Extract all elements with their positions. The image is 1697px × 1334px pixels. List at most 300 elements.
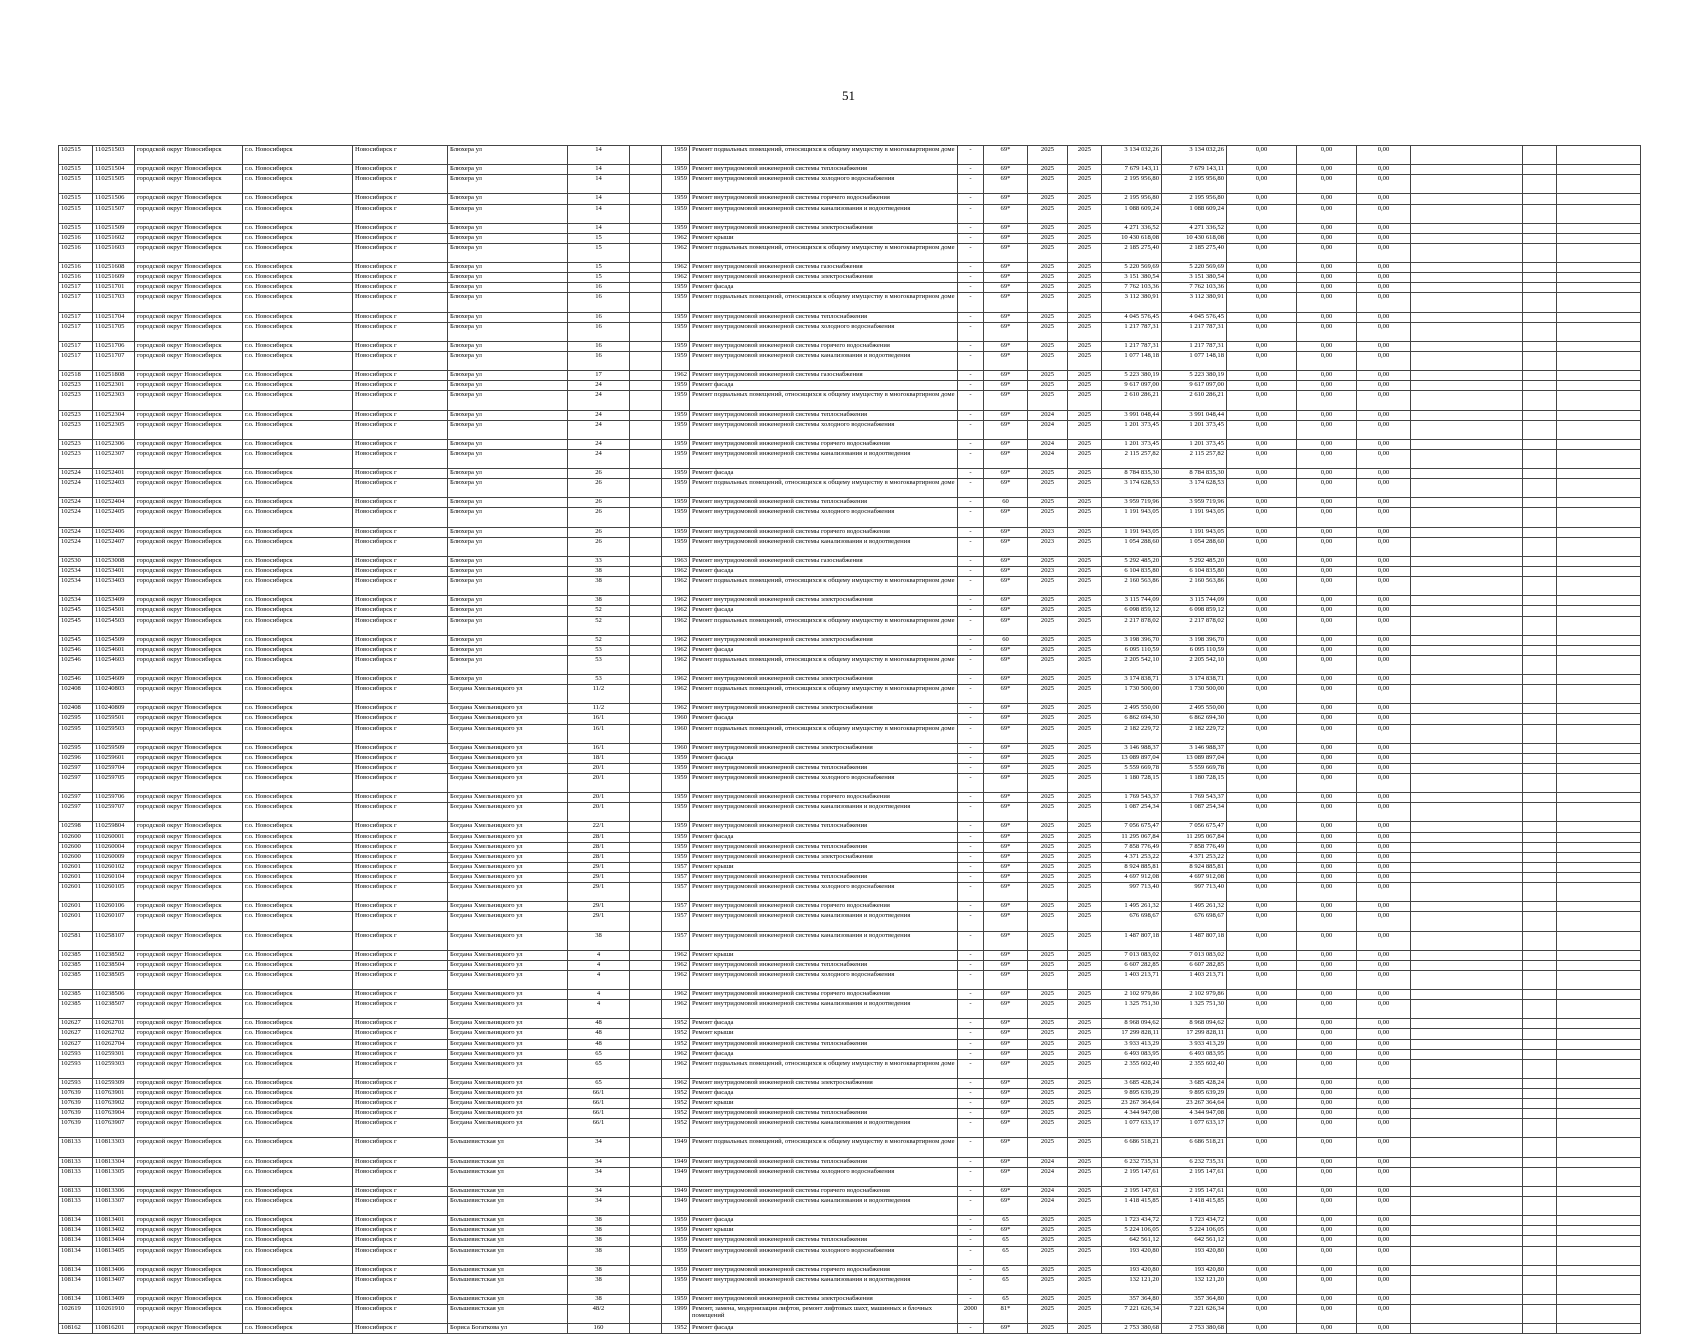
row-street: Большевистская ул bbox=[448, 1236, 568, 1246]
row-code: 110813407 bbox=[93, 1275, 135, 1294]
row-extra1 bbox=[1411, 263, 1523, 273]
row-v2: 0,00 bbox=[1297, 645, 1357, 655]
row-extra2 bbox=[1523, 283, 1557, 293]
row-v1: 0,00 bbox=[1227, 1119, 1297, 1138]
row-p1: 2025 bbox=[1028, 862, 1068, 872]
row-note bbox=[630, 420, 662, 439]
row-v1: 0,00 bbox=[1227, 1157, 1297, 1167]
row-extra1 bbox=[1411, 1099, 1523, 1109]
row-street: Богдана Хмельницкого ул bbox=[448, 822, 568, 832]
row-id: 102595 bbox=[59, 714, 93, 724]
row-v3: 0,00 bbox=[1357, 204, 1411, 223]
row-p1: 2024 bbox=[1028, 439, 1068, 449]
row-unit: - bbox=[958, 675, 984, 685]
row-total: 69* bbox=[984, 1324, 1028, 1334]
row-extra3 bbox=[1557, 822, 1641, 832]
row-cost: 6 104 835,80 bbox=[1162, 567, 1227, 577]
row-extra2 bbox=[1523, 508, 1557, 527]
row-v1: 0,00 bbox=[1227, 479, 1297, 498]
row-settlement: Новосибирск г bbox=[353, 1109, 448, 1119]
row-settlement: Новосибирск г bbox=[353, 704, 448, 714]
row-v1: 0,00 bbox=[1227, 704, 1297, 714]
row-city-district: г.о. Новосибирск bbox=[243, 1000, 353, 1019]
row-v3: 0,00 bbox=[1357, 1059, 1411, 1078]
row-note bbox=[630, 842, 662, 852]
table-row bbox=[59, 469, 1641, 479]
row-extra1 bbox=[1411, 1265, 1523, 1275]
row-street: Богдана Хмельницкого ул bbox=[448, 912, 568, 931]
row-city-district: г.о. Новосибирск bbox=[243, 1099, 353, 1109]
row-work: Ремонт подвальных помещений, относящихся к общему имуществу в многоквартирном доме bbox=[690, 655, 958, 674]
row-cost: 1 054 288,60 bbox=[1162, 537, 1227, 556]
row-id: 102524 bbox=[59, 508, 93, 527]
row-year: 1962 bbox=[662, 635, 690, 645]
row-v2: 0,00 bbox=[1297, 912, 1357, 931]
row-settlement: Новосибирск г bbox=[353, 204, 448, 223]
row-p2: 2025 bbox=[1068, 1294, 1102, 1304]
row-district: городской округ Новосибирск bbox=[135, 842, 243, 852]
row-amount: 1 730 500,00 bbox=[1102, 685, 1162, 704]
row-extra2 bbox=[1523, 724, 1557, 743]
row-p1: 2025 bbox=[1028, 165, 1068, 175]
row-unit: - bbox=[958, 990, 984, 1000]
row-code: 110238505 bbox=[93, 970, 135, 989]
row-street: Блюхера ул bbox=[448, 439, 568, 449]
row-id: 102546 bbox=[59, 645, 93, 655]
row-city-district: г.о. Новосибирск bbox=[243, 704, 353, 714]
row-street: Блюхера ул bbox=[448, 596, 568, 606]
row-street: Блюхера ул bbox=[448, 391, 568, 410]
row-cost: 1 077 148,18 bbox=[1162, 351, 1227, 370]
row-v3: 0,00 bbox=[1357, 743, 1411, 753]
row-total: 69* bbox=[984, 704, 1028, 714]
row-v3: 0,00 bbox=[1357, 508, 1411, 527]
row-extra1 bbox=[1411, 793, 1523, 803]
row-amount: 9 617 097,00 bbox=[1102, 381, 1162, 391]
row-district: городской округ Новосибирск bbox=[135, 263, 243, 273]
row-v1: 0,00 bbox=[1227, 469, 1297, 479]
row-extra3 bbox=[1557, 675, 1641, 685]
row-cost: 6 493 083,95 bbox=[1162, 1049, 1227, 1059]
row-work: Ремонт внутридомовой инженерной системы электроснабжения bbox=[690, 596, 958, 606]
row-city-district: г.о. Новосибирск bbox=[243, 1039, 353, 1049]
row-v1: 0,00 bbox=[1227, 371, 1297, 381]
row-amount: 4 371 253,22 bbox=[1102, 852, 1162, 862]
row-extra1 bbox=[1411, 616, 1523, 635]
row-v1: 0,00 bbox=[1227, 616, 1297, 635]
row-v3: 0,00 bbox=[1357, 950, 1411, 960]
row-p1: 2023 bbox=[1028, 527, 1068, 537]
row-year: 1959 bbox=[662, 1294, 690, 1304]
row-street: Блюхера ул bbox=[448, 469, 568, 479]
row-unit: - bbox=[958, 527, 984, 537]
row-house: 17 bbox=[568, 371, 630, 381]
row-year: 1952 bbox=[662, 1099, 690, 1109]
row-v1: 0,00 bbox=[1227, 1275, 1297, 1294]
row-year: 1959 bbox=[662, 381, 690, 391]
row-note bbox=[630, 862, 662, 872]
row-street: Богдана Хмельницкого ул bbox=[448, 743, 568, 753]
row-extra2 bbox=[1523, 410, 1557, 420]
row-district: городской округ Новосибирск bbox=[135, 704, 243, 714]
row-extra3 bbox=[1557, 685, 1641, 704]
row-street: Богдана Хмельницкого ул bbox=[448, 852, 568, 862]
row-code: 110238507 bbox=[93, 1000, 135, 1019]
row-p1: 2025 bbox=[1028, 832, 1068, 842]
row-unit: - bbox=[958, 902, 984, 912]
row-city-district: г.о. Новосибирск bbox=[243, 469, 353, 479]
row-v2: 0,00 bbox=[1297, 990, 1357, 1000]
row-city-district: г.о. Новосибирск bbox=[243, 233, 353, 243]
row-extra1 bbox=[1411, 763, 1523, 773]
row-cost: 6 686 518,21 bbox=[1162, 1138, 1227, 1157]
row-unit: - bbox=[958, 1275, 984, 1294]
row-district: городской округ Новосибирск bbox=[135, 675, 243, 685]
row-extra1 bbox=[1411, 381, 1523, 391]
row-district: городской округ Новосибирск bbox=[135, 1039, 243, 1049]
row-v1: 0,00 bbox=[1227, 743, 1297, 753]
row-extra2 bbox=[1523, 902, 1557, 912]
row-v2: 0,00 bbox=[1297, 223, 1357, 233]
row-p2: 2025 bbox=[1068, 351, 1102, 370]
row-v1: 0,00 bbox=[1227, 1109, 1297, 1119]
row-district: городской округ Новосибирск bbox=[135, 283, 243, 293]
row-p2: 2025 bbox=[1068, 175, 1102, 194]
row-work: Ремонт внутридомовой инженерной системы холодного водоснабжения bbox=[690, 1246, 958, 1265]
row-work: Ремонт внутридомовой инженерной системы канализования и водоотведения bbox=[690, 1119, 958, 1138]
row-code: 110763904 bbox=[93, 1109, 135, 1119]
row-id: 102515 bbox=[59, 204, 93, 223]
row-city-district: г.о. Новосибирск bbox=[243, 842, 353, 852]
row-code: 110260001 bbox=[93, 832, 135, 842]
row-extra1 bbox=[1411, 1246, 1523, 1265]
row-note bbox=[630, 1265, 662, 1275]
row-total: 69* bbox=[984, 537, 1028, 556]
row-unit: - bbox=[958, 714, 984, 724]
row-note bbox=[630, 852, 662, 862]
row-v1: 0,00 bbox=[1227, 283, 1297, 293]
row-v2: 0,00 bbox=[1297, 1099, 1357, 1109]
row-city-district: г.о. Новосибирск bbox=[243, 1236, 353, 1246]
row-cost: 3 959 719,96 bbox=[1162, 498, 1227, 508]
row-settlement: Новосибирск г bbox=[353, 655, 448, 674]
row-extra1 bbox=[1411, 1324, 1523, 1334]
row-city-district: г.о. Новосибирск bbox=[243, 1275, 353, 1294]
row-work: Ремонт внутридомовой инженерной системы горячего водоснабжения bbox=[690, 341, 958, 351]
row-street: Блюхера ул bbox=[448, 351, 568, 370]
row-extra2 bbox=[1523, 990, 1557, 1000]
row-settlement: Новосибирск г bbox=[353, 273, 448, 283]
table-row bbox=[59, 293, 1641, 312]
row-district: городской округ Новосибирск bbox=[135, 1167, 243, 1186]
row-year: 1962 bbox=[662, 1059, 690, 1078]
row-extra3 bbox=[1557, 655, 1641, 674]
row-v1: 0,00 bbox=[1227, 1197, 1297, 1216]
row-total: 69* bbox=[984, 439, 1028, 449]
row-v2: 0,00 bbox=[1297, 743, 1357, 753]
row-v3: 0,00 bbox=[1357, 1109, 1411, 1119]
row-p2: 2025 bbox=[1068, 341, 1102, 351]
row-cost: 1 487 807,18 bbox=[1162, 931, 1227, 950]
row-extra1 bbox=[1411, 165, 1523, 175]
row-settlement: Новосибирск г bbox=[353, 537, 448, 556]
row-code: 110260104 bbox=[93, 872, 135, 882]
table-row bbox=[59, 1157, 1641, 1167]
row-year: 1957 bbox=[662, 862, 690, 872]
row-v1: 0,00 bbox=[1227, 527, 1297, 537]
row-cost: 1 769 543,37 bbox=[1162, 793, 1227, 803]
row-year: 1962 bbox=[662, 960, 690, 970]
row-cost: 3 134 032,26 bbox=[1162, 146, 1227, 165]
row-extra1 bbox=[1411, 1089, 1523, 1099]
row-work: Ремонт внутридомовой инженерной системы теплоснабжения bbox=[690, 498, 958, 508]
row-v2: 0,00 bbox=[1297, 931, 1357, 950]
row-work: Ремонт крыши bbox=[690, 233, 958, 243]
table-row bbox=[59, 381, 1641, 391]
row-street: Блюхера ул bbox=[448, 508, 568, 527]
row-city-district: г.о. Новосибирск bbox=[243, 862, 353, 872]
row-district: городской округ Новосибирск bbox=[135, 146, 243, 165]
row-extra3 bbox=[1557, 1324, 1641, 1334]
row-amount: 6 862 694,30 bbox=[1102, 714, 1162, 724]
row-extra3 bbox=[1557, 371, 1641, 381]
row-extra2 bbox=[1523, 1197, 1557, 1216]
row-city-district: г.о. Новосибирск bbox=[243, 685, 353, 704]
row-street: Богдана Хмельницкого ул bbox=[448, 990, 568, 1000]
row-cost: 8 968 094,62 bbox=[1162, 1019, 1227, 1029]
row-v2: 0,00 bbox=[1297, 508, 1357, 527]
row-cost: 6 607 282,85 bbox=[1162, 960, 1227, 970]
row-cost: 4 045 576,45 bbox=[1162, 312, 1227, 322]
row-note bbox=[630, 1197, 662, 1216]
row-city-district: г.о. Новосибирск bbox=[243, 675, 353, 685]
row-unit: - bbox=[958, 596, 984, 606]
row-extra1 bbox=[1411, 420, 1523, 439]
row-amount: 1 191 943,05 bbox=[1102, 527, 1162, 537]
row-v3: 0,00 bbox=[1357, 1029, 1411, 1039]
row-note bbox=[630, 655, 662, 674]
row-settlement: Новосибирск г bbox=[353, 243, 448, 262]
row-unit: - bbox=[958, 469, 984, 479]
table-row bbox=[59, 852, 1641, 862]
row-p2: 2025 bbox=[1068, 527, 1102, 537]
row-id: 102601 bbox=[59, 912, 93, 931]
row-v2: 0,00 bbox=[1297, 1186, 1357, 1196]
table-row bbox=[59, 1059, 1641, 1078]
row-street: Блюхера ул bbox=[448, 675, 568, 685]
row-v1: 0,00 bbox=[1227, 596, 1297, 606]
row-work: Ремонт внутридомовой инженерной системы теплоснабжения bbox=[690, 1109, 958, 1119]
row-extra2 bbox=[1523, 774, 1557, 793]
row-v3: 0,00 bbox=[1357, 1324, 1411, 1334]
row-cost: 11 295 067,84 bbox=[1162, 832, 1227, 842]
table-row bbox=[59, 508, 1641, 527]
row-street: Блюхера ул bbox=[448, 283, 568, 293]
row-extra2 bbox=[1523, 1099, 1557, 1109]
row-v2: 0,00 bbox=[1297, 273, 1357, 283]
row-total: 69* bbox=[984, 175, 1028, 194]
row-work: Ремонт внутридомовой инженерной системы теплоснабжения bbox=[690, 842, 958, 852]
table-row bbox=[59, 1275, 1641, 1294]
row-street: Богдана Хмельницкого ул bbox=[448, 1119, 568, 1138]
row-p1: 2025 bbox=[1028, 1265, 1068, 1275]
row-settlement: Новосибирск г bbox=[353, 410, 448, 420]
row-p1: 2025 bbox=[1028, 655, 1068, 674]
row-extra3 bbox=[1557, 852, 1641, 862]
table-row bbox=[59, 312, 1641, 322]
row-cost: 6 232 735,31 bbox=[1162, 1157, 1227, 1167]
row-cost: 3 151 380,54 bbox=[1162, 273, 1227, 283]
row-v3: 0,00 bbox=[1357, 616, 1411, 635]
row-extra3 bbox=[1557, 1197, 1641, 1216]
row-cost: 1 723 434,72 bbox=[1162, 1216, 1227, 1226]
row-district: городской округ Новосибирск bbox=[135, 1029, 243, 1039]
row-total: 69* bbox=[984, 1039, 1028, 1049]
row-extra2 bbox=[1523, 391, 1557, 410]
row-amount: 6 686 518,21 bbox=[1102, 1138, 1162, 1157]
row-settlement: Новосибирск г bbox=[353, 1294, 448, 1304]
row-amount: 997 713,40 bbox=[1102, 883, 1162, 902]
row-work: Ремонт внутридомовой инженерной системы горячего водоснабжения bbox=[690, 527, 958, 537]
row-p2: 2025 bbox=[1068, 655, 1102, 674]
row-extra2 bbox=[1523, 704, 1557, 714]
row-note bbox=[630, 960, 662, 970]
row-amount: 1 325 751,30 bbox=[1102, 1000, 1162, 1019]
table-row bbox=[59, 842, 1641, 852]
row-extra1 bbox=[1411, 1226, 1523, 1236]
row-amount: 5 224 106,05 bbox=[1102, 1226, 1162, 1236]
row-house: 29/1 bbox=[568, 883, 630, 902]
row-v2: 0,00 bbox=[1297, 1236, 1357, 1246]
row-city-district: г.о. Новосибирск bbox=[243, 527, 353, 537]
table-row bbox=[59, 439, 1641, 449]
row-extra3 bbox=[1557, 391, 1641, 410]
row-district: городской округ Новосибирск bbox=[135, 950, 243, 960]
row-extra2 bbox=[1523, 883, 1557, 902]
row-extra1 bbox=[1411, 950, 1523, 960]
row-v2: 0,00 bbox=[1297, 410, 1357, 420]
row-city-district: г.о. Новосибирск bbox=[243, 912, 353, 931]
row-year: 1962 bbox=[662, 371, 690, 381]
row-unit: - bbox=[958, 479, 984, 498]
row-p2: 2025 bbox=[1068, 1236, 1102, 1246]
row-unit: - bbox=[958, 645, 984, 655]
table-row bbox=[59, 822, 1641, 832]
row-v1: 0,00 bbox=[1227, 312, 1297, 322]
row-p1: 2025 bbox=[1028, 479, 1068, 498]
row-year: 1959 bbox=[662, 842, 690, 852]
row-v1: 0,00 bbox=[1227, 223, 1297, 233]
row-id: 108133 bbox=[59, 1138, 93, 1157]
row-settlement: Новосибирск г bbox=[353, 420, 448, 439]
row-district: городской округ Новосибирск bbox=[135, 293, 243, 312]
row-city-district: г.о. Новосибирск bbox=[243, 606, 353, 616]
row-cost: 1 087 254,34 bbox=[1162, 803, 1227, 822]
row-p2: 2025 bbox=[1068, 439, 1102, 449]
row-p2: 2025 bbox=[1068, 862, 1102, 872]
row-p1: 2025 bbox=[1028, 1236, 1068, 1246]
row-v3: 0,00 bbox=[1357, 322, 1411, 341]
row-p1: 2025 bbox=[1028, 263, 1068, 273]
row-house: 16/1 bbox=[568, 724, 630, 743]
row-year: 1952 bbox=[662, 1029, 690, 1039]
row-extra1 bbox=[1411, 391, 1523, 410]
row-note bbox=[630, 793, 662, 803]
row-district: городской округ Новосибирск bbox=[135, 410, 243, 420]
row-total: 69* bbox=[984, 1089, 1028, 1099]
row-unit: - bbox=[958, 322, 984, 341]
row-district: городской округ Новосибирск bbox=[135, 556, 243, 566]
row-extra3 bbox=[1557, 449, 1641, 468]
row-extra2 bbox=[1523, 1059, 1557, 1078]
row-code: 110254601 bbox=[93, 645, 135, 655]
row-v1: 0,00 bbox=[1227, 165, 1297, 175]
row-extra1 bbox=[1411, 872, 1523, 882]
row-street: Блюхера ул bbox=[448, 410, 568, 420]
row-house: 26 bbox=[568, 498, 630, 508]
row-house: 20/1 bbox=[568, 793, 630, 803]
row-id: 108133 bbox=[59, 1157, 93, 1167]
row-total: 69* bbox=[984, 420, 1028, 439]
row-p1: 2025 bbox=[1028, 990, 1068, 1000]
row-note bbox=[630, 596, 662, 606]
row-amount: 7 056 675,47 bbox=[1102, 822, 1162, 832]
table-row bbox=[59, 960, 1641, 970]
row-v2: 0,00 bbox=[1297, 655, 1357, 674]
row-p1: 2025 bbox=[1028, 714, 1068, 724]
row-code: 110251602 bbox=[93, 233, 135, 243]
row-cost: 1 418 415,85 bbox=[1162, 1197, 1227, 1216]
row-amount: 3 685 428,24 bbox=[1102, 1078, 1162, 1088]
row-id: 102518 bbox=[59, 371, 93, 381]
row-district: городской округ Новосибирск bbox=[135, 577, 243, 596]
row-extra3 bbox=[1557, 1138, 1641, 1157]
row-note bbox=[630, 479, 662, 498]
row-extra1 bbox=[1411, 233, 1523, 243]
row-city-district: г.о. Новосибирск bbox=[243, 753, 353, 763]
row-work: Ремонт подвальных помещений, относящихся к общему имуществу в многоквартирном доме bbox=[690, 1059, 958, 1078]
row-unit: - bbox=[958, 803, 984, 822]
row-v2: 0,00 bbox=[1297, 498, 1357, 508]
row-extra2 bbox=[1523, 832, 1557, 842]
row-id: 102515 bbox=[59, 165, 93, 175]
row-extra1 bbox=[1411, 556, 1523, 566]
row-amount: 2 182 229,72 bbox=[1102, 724, 1162, 743]
row-year: 1959 bbox=[662, 293, 690, 312]
row-work: Ремонт фасада bbox=[690, 1049, 958, 1059]
row-cost: 4 271 336,52 bbox=[1162, 223, 1227, 233]
row-unit: - bbox=[958, 606, 984, 616]
row-street: Богдана Хмельницкого ул bbox=[448, 883, 568, 902]
row-house: 38 bbox=[568, 1246, 630, 1265]
row-city-district: г.о. Новосибирск bbox=[243, 1109, 353, 1119]
row-extra3 bbox=[1557, 1216, 1641, 1226]
row-extra2 bbox=[1523, 381, 1557, 391]
row-house: 24 bbox=[568, 439, 630, 449]
row-extra2 bbox=[1523, 420, 1557, 439]
row-total: 69* bbox=[984, 832, 1028, 842]
row-extra1 bbox=[1411, 410, 1523, 420]
row-extra1 bbox=[1411, 439, 1523, 449]
row-note bbox=[630, 1236, 662, 1246]
row-work: Ремонт внутридомовой инженерной системы электроснабжения bbox=[690, 675, 958, 685]
row-district: городской округ Новосибирск bbox=[135, 685, 243, 704]
row-cost: 5 224 106,05 bbox=[1162, 1226, 1227, 1236]
row-district: городской округ Новосибирск bbox=[135, 596, 243, 606]
row-code: 110813405 bbox=[93, 1246, 135, 1265]
row-work: Ремонт внутридомовой инженерной системы холодного водоснабжения bbox=[690, 420, 958, 439]
row-street: Блюхера ул bbox=[448, 655, 568, 674]
